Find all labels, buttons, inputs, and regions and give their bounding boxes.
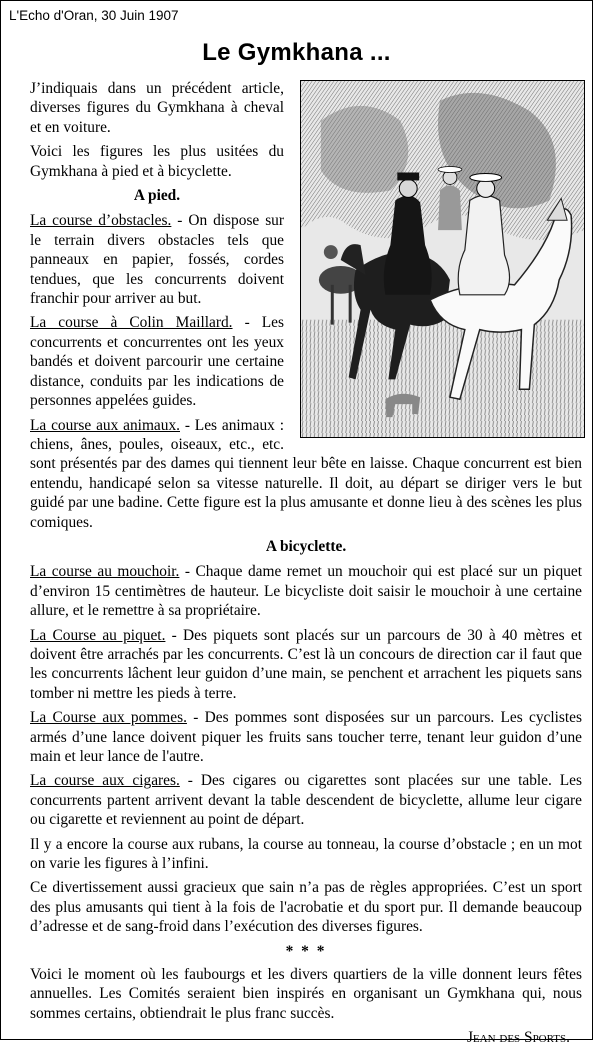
article-body: [30, 79, 582, 1048]
article-title: Le Gymkhana ...: [202, 39, 391, 66]
illustration-spacer: [290, 79, 582, 440]
paragraph-course-mouchoir: [30, 562, 582, 620]
paragraph-text: - On dispose sur le terrain divers obstacles tels que panneaux en papier, fossés, cordes tendues, que les concurrents doivent franchir pour arriver au but.: [30, 212, 285, 308]
paragraph-text: - Chaque dame remet un mouchoir qui est placé sur un piquet d’environ 15 centimètres de hauteur. Le bicycliste doit saisir le mouchoir à une certaine allure, et le remettre à sa propriétaire.: [30, 563, 582, 620]
paragraph-course-piquet: [30, 626, 582, 704]
paragraph-text: - Des piquets sont placés sur un parcours de 30 à 40 mètres et doivent être arrachés par les concurrents. C’est là un concours de direction car il faut que les concurrents lâchent leur guidon d’une main, se penchent et arrachent les piquets sans tomber ni mettre les pieds à terre.: [30, 626, 582, 702]
intro-paragraph-1: J’indiquais dans un précédent article, diverses figures du Gymkhana à cheval et en voiture.: [30, 80, 284, 136]
paragraph-text: - Les concurrents et concurrentes ont les yeux bandés et doivent parcourir une certaine distance, conduits par les indications de personnes appelées guides.: [30, 314, 284, 410]
source-line: L'Echo d'Oran, 30 Juin 1907: [9, 8, 179, 23]
paragraph-label: La course d’obstacles.: [30, 212, 172, 230]
paragraph-label: La course à Colin Maillard.: [30, 314, 233, 332]
paragraph-label: La course aux cigares.: [30, 772, 180, 790]
closing-paragraph-1: Il y a encore la course aux rubans, la course au tonneau, la course d’obstacle ; en un mot on varie les figures à l’infini.: [30, 835, 582, 873]
intro-paragraph-2: Voici les figures les plus usitées du Gymkhana à pied et à bicyclette.: [30, 143, 284, 180]
author-signature: Jean des Sports.: [466, 1029, 570, 1047]
paragraph-label: La Course au piquet.: [30, 626, 166, 644]
section-separator-stars: * * *: [285, 942, 327, 960]
paragraph-text: - Des cigares ou cigarettes sont placées sur une table. Les concurrents partent arrivent devant la table descendent de bicyclette, allume leur cigare ou cigarette et reviennent au point de départ.: [30, 772, 582, 829]
closing-paragraph-2: Ce divertissement aussi gracieux que sain n’a pas de règles appropriées. C’est un sport des plus amusants qui tient à la fois de l'acrobatie et du sport pur. Il demande beaucoup d’adresse et de sang-froid dans l’exécution des diverses figures.: [30, 879, 582, 936]
final-paragraph: Voici le moment où les faubourgs et les divers quartiers de la ville donnent leurs fêtes annuelles. Les Comités seraient bien inspirés en organisant un Gymkhana qui, nous sommes certains, obtiendrait le plus franc succès.: [30, 966, 582, 1022]
paragraph-label: La course aux animaux.: [30, 416, 180, 434]
paragraph-label: La Course aux pommes.: [30, 709, 187, 727]
section-heading-bicyclette: A bicyclette.: [265, 537, 347, 555]
section-heading-a-pied: A pied.: [133, 187, 181, 205]
paragraph-text: - Les animaux : chiens, ânes, poules, oiseaux, etc., etc. sont présentés par des dames qui tiennent leur bête en laisse. Chaque concurrent est bien entendu, handicapé selon sa vitesse naturelle. Il doit, au départ se diriger vers le but guidé par une badine. Cette figure est la plus amusante et donne lieu à des scènes les plus comiques.: [30, 416, 582, 531]
paragraph-course-cigares: [30, 771, 582, 829]
paragraph-label: La course au mouchoir.: [30, 563, 180, 581]
paragraph-text: - Des pommes sont disposées sur un parcours. Les cyclistes armés d’une lance doivent piquer les fruits sans toucher terre, tenant leur guidon d’une main et leur lance de l'autre.: [30, 709, 583, 765]
paragraph-course-pommes: [30, 708, 582, 766]
